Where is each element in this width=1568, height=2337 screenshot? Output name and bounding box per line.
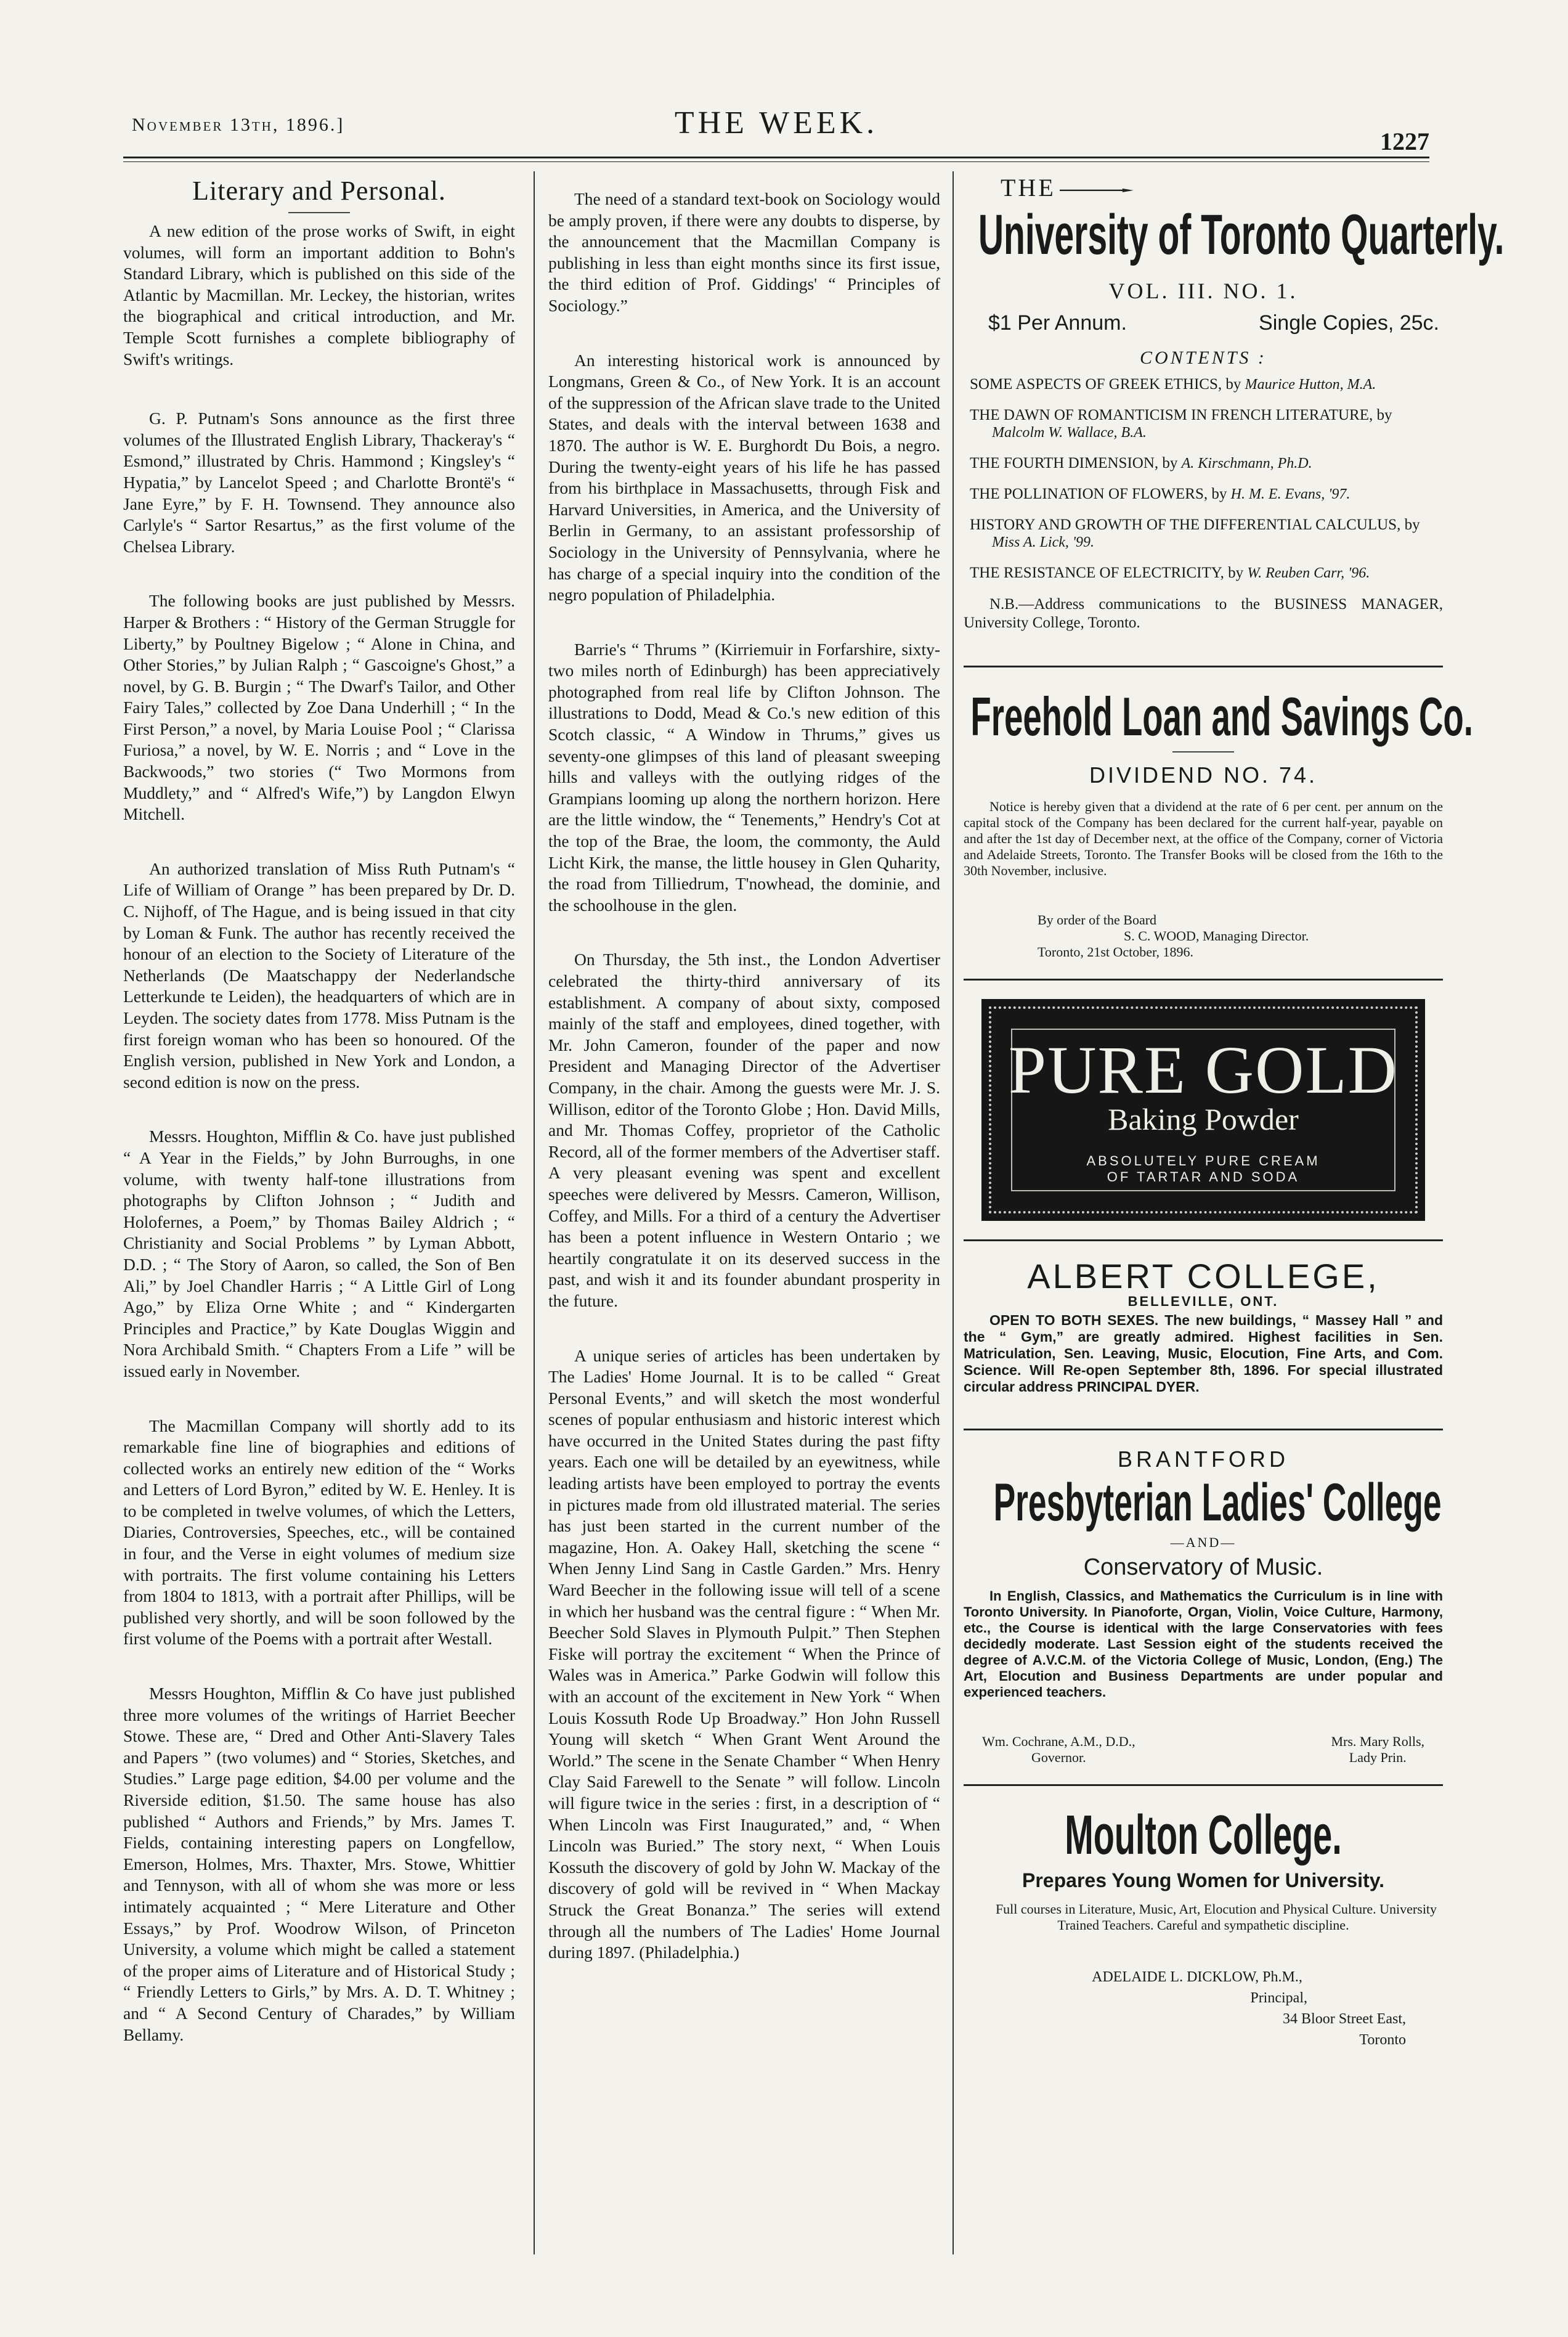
price-line bbox=[964, 312, 1443, 334]
masthead-rule-thin bbox=[123, 161, 1429, 162]
arrow-icon bbox=[1060, 189, 1134, 192]
signature-principal: Mrs. Mary Rolls, Lady Prin. bbox=[1331, 1733, 1424, 1765]
ad-the-label: THE bbox=[964, 177, 1443, 199]
ad-divider bbox=[964, 979, 1443, 981]
masthead bbox=[123, 86, 1429, 155]
contents-item: SOME ASPECTS OF GREEK ETHICS, by Maurice Hutton, M.A. bbox=[970, 376, 1376, 393]
ad-pure-gold bbox=[964, 999, 1443, 1221]
ad-title: ALBERT COLLEGE, bbox=[1027, 1256, 1379, 1295]
brand-tagline: ABSOLUTELY PURE CREAM OF TARTAR AND SODA bbox=[1086, 1152, 1320, 1185]
ad-body: In English, Classics, and Mathematics the Curriculum is in line with Toronto University. In Pianoforte, Organ, Violin, Voice Culture, Harmony, etc., the Course is identical with the large Conservatories with fees decidedly moderate. Last Session eight of the students received the degree of A.V.C.M. of the Victoria College of Music, London, (Eng.) The Art, Elocution and Business Departments are under popular and experienced teachers. bbox=[964, 1588, 1443, 1700]
ad-albert-college bbox=[964, 1256, 1443, 1395]
ad-body: OPEN TO BOTH SEXES. The new buildings, “ Massey Hall ” and the “ Gym,” are greatly admired. Highest facilities in Sen. Matriculation, Sen. Leaving, Music, Elocution, Fine Arts, and Com. Science. Will Re-open September 8th, 1896. For special illustrated circular address PRINCIPAL DYER. bbox=[964, 1312, 1443, 1395]
article-paragraph: The need of a standard text-book on Sociology would be amply proven, if there were any doubts to disperse, by the announcement that the Macmillan Company is publishing in less than eight months since its first issue, the third edition of Prof. Giddings' “ Principles of Sociology.” bbox=[548, 189, 940, 315]
article-paragraph: An interesting historical work is announced by Longmans, Green & Co., of New York. It is an account of the suppression of the African slave trade to the United States, and deals with the interval between 1638 and 1870. The author is W. E. Burghordt Du Bois, a negro. During the twenty-eight years of his life he has passed from his birthplace in Massachusetts, through Fisk and Harvard Universities, in America, and the University of Berlin in Germany, to an assistant professorship of Sociology in the University of Pennsylvania, where he has charge of a special inquiry into the condition of the negro population of Philadelphia. bbox=[548, 350, 940, 605]
column-advertisements bbox=[964, 171, 1505, 2267]
column-literary-personal bbox=[123, 171, 515, 2261]
ad-signature: ADELAIDE L. DICKLOW, Ph.M., Principal, 34 Bloor Street East, Toronto bbox=[1092, 1968, 1406, 2048]
dividend-notice: Notice is hereby given that a dividend at the rate of 6 per cent. per annum on the capital stock of the Company has been declared for the current half-year, payable on and after the 1st day of December next, at the office of the Company, corner of Victoria and Adelaide Streets, Toronto. The Transfer Books will be closed from the 16th to the 30th November, inclusive. bbox=[964, 798, 1443, 878]
dividend-label: DIVIDEND NO. 74. bbox=[1089, 762, 1318, 788]
ad-location: BELLEVILLE, ONT. bbox=[1127, 1293, 1279, 1309]
ad-divider bbox=[964, 666, 1443, 667]
ad-moulton-college bbox=[964, 1805, 1443, 2050]
signatures bbox=[982, 1734, 1424, 1766]
contents-list bbox=[964, 376, 1443, 582]
signer: S. C. WOOD, Managing Director. bbox=[1124, 928, 1309, 944]
single-price: Single Copies, 25c. bbox=[1259, 311, 1439, 335]
heading-rule bbox=[288, 212, 350, 213]
brand-title: PURE GOLD bbox=[1008, 1032, 1399, 1107]
ad-and: —AND— bbox=[1170, 1534, 1237, 1550]
ad-title: University of Toronto Quarterly. bbox=[978, 203, 1505, 266]
order-line: By order of the Board bbox=[1038, 912, 1157, 928]
volume-label: VOL. III. NO. 1. bbox=[1108, 278, 1298, 303]
section-heading: Literary and Personal. bbox=[192, 176, 446, 206]
article-paragraph: On Thursday, the 5th inst., the London Advertiser celebrated the thirty-third anniversary of its establishment. A company of about sixty, composed mainly of the staff and employees, dined together, with Mr. John Cameron, founder of the paper and now President and Managing Director of the Advertiser Company, in the chair. Among the guests were Mr. J. S. Willison, editor of the Toronto Globe ; Hon. David Mills, and Mr. Thomas Coffey, proprietor of the Catholic Record, all of the former members of the Advertiser staff. A very pleasant evening was spent and excellent speeches were delivered by Messrs. Cameron, Willison, Coffey, and Mills. For a third of a century the Advertiser has been a potent influence in Western Ontario ; we heartily congratulate it on its deserved success in the past, and wish it and its founder abundant prosperity in the future. bbox=[548, 950, 940, 1310]
signature-governor: Wm. Cochrane, A.M., D.D., Governor. bbox=[982, 1733, 1135, 1765]
article-paragraph: The Macmillan Company will shortly add to its remarkable fine line of biographies and editions of collected works an entirely new edition of the “ Works and Letters of Lord Byron,” edited by W. E. Henley. It is to be completed in twelve volumes, of which the Letters, Diaries, Controversies, Speeches, etc., will be contained in four, and the Verse in eight volumes of medium size with portraits. The first volume containing his Letters from 1804 to 1813, with a portrait after Phillips, will be published very shortly, and will be soon followed by the first volume of the Poems with a portrait after Westall. bbox=[123, 1416, 515, 1649]
brand-subtitle: Baking Powder bbox=[1108, 1101, 1299, 1136]
contents-item: HISTORY AND GROWTH OF THE DIFFERENTIAL CALCULUS, by Miss A. Lick, '99. bbox=[970, 516, 1420, 551]
article-paragraph: An authorized translation of Miss Ruth Putnam's “ Life of William of Orange ” has been prepared by Dr. D. C. Nijhoff, of The Hague, and is being issued in that city by Loman & Funk. The author has recently received the honour of an election to the Society of Literature of the Netherlands (De Maatschappy der Nederlandsche Letterkunde te Leiden), the headquarters of which are in Leyden. The society dates from 1778. Miss Putnam is the first foreign woman who has been so honoured. Of the English version, published in New York and London, a second edition is now on the press. bbox=[123, 859, 515, 1091]
notice-date: Toronto, 21st October, 1896. bbox=[1038, 944, 1193, 960]
ad-subtitle: Prepares Young Women for University. bbox=[1022, 1869, 1384, 1891]
contents-heading: CONTENTS : bbox=[1140, 347, 1267, 368]
masthead-rule bbox=[123, 157, 1429, 158]
ad-title: Freehold Loan and Savings Co. bbox=[970, 686, 1473, 748]
publication-title: THE WEEK. bbox=[674, 105, 879, 141]
ad-subtitle: Conservatory of Music. bbox=[1083, 1554, 1323, 1581]
issue-date: November 13th, 1896.] bbox=[132, 115, 345, 135]
column-rule bbox=[534, 171, 535, 2254]
address-note: N.B.—Address communications to the BUSINESS MANAGER, University College, Toronto. bbox=[964, 596, 1443, 632]
annual-price: $1 Per Annum. bbox=[988, 311, 1127, 335]
article-paragraph: The following books are just published by Messrs. Harper & Brothers : “ History of the German Struggle for Liberty,” by Poultney Bigelow ; “ Alone in China, and Other Stories,” by Julian Ralph ; “ Gascoigne's Ghost,” a novel, by G. B. Burgin ; “ The Dwarf's Tailor, and Other Fairy Tales,” collected by Zoe Dana Underhill ; “ In the First Person,” a novel, by Maria Louise Pool ; “ Clarissa Furiosa,” a novel, by W. E. Norris ; and “ Love in the Backwoods,” two stories (“ Two Mormons from Muddlety,” and “ Alfred's Wife,”) by Langdon Elwyn Mitchell. bbox=[123, 591, 515, 824]
column-rule bbox=[953, 171, 954, 2254]
pure-gold-panel bbox=[981, 999, 1425, 1221]
contents-item: THE POLLINATION OF FLOWERS, by H. M. E. Evans, '97. bbox=[970, 486, 1351, 503]
ad-university-quarterly bbox=[964, 174, 1505, 632]
ad-divider bbox=[964, 1239, 1443, 1241]
ad-brantford-college bbox=[964, 1446, 1443, 1766]
heading-rule bbox=[1172, 751, 1234, 752]
article-paragraph: Barrie's “ Thrums ” (Kirriemuir in Forfarshire, sixty-two miles north of Edinburgh) has been appreciatively photographed from real life by Clifton Johnson. The illustrations to Dodd, Mead & Co.'s new edition of this Scotch classic, “ A Window in Thrums,” gives us seventy-one glimpses of this land of pleasant sweeping hills and valleys with the outlying ridges of the Grampians looming up along the northern horizon. Here are the little window, the “ Tenements,” Hendry's Cot at the top of the Brae, the loom, the commonty, the Auld Licht Kirk, the manse, the little housey in Glen Quharity, the road from Tilliedrum, T'nowhead, the dominie, and the schoolhouse in the glen. bbox=[548, 639, 940, 915]
article-paragraph: Messrs Houghton, Mifflin & Co have just published three more volumes of the writings of Harriet Beecher Stowe. These are, “ Dred and Other Anti-Slavery Tales and Papers ” (two volumes) and “ Stories, Sketches, and Studies.” Large page edition, $4.00 per volume and the Riverside edition, $1.50. The same house has also published “ Authors and Friends,” by Mrs. James T. Fields, containing interesting papers on Longfellow, Emerson, Holmes, Mrs. Thaxter, Mrs. Stowe, Whittier and Tennyson, with all of whom she was more or less intimately acquainted ; “ Mere Literature and Other Essays,” by Prof. Woodrow Wilson, of Princeton University, a volume which might be called a statement of the proper aims of Literature and of Historical Study ; “ Friendly Letters to Girls,” by Mrs. A. D. T. Whitney ; and “ A Second Century of Charades,” by William Bellamy. bbox=[123, 1684, 515, 2044]
contents-item: THE FOURTH DIMENSION, by A. Kirschmann, Ph.D. bbox=[970, 455, 1312, 472]
ad-body: Full courses in Literature, Music, Art, Elocution and Physical Culture. University Trained Teachers. Careful and sympathetic discipline. bbox=[995, 1901, 1437, 1933]
article-paragraph: G. P. Putnam's Sons announce as the first three volumes of the Illustrated English Library, Thackeray's “ Esmond,” illustrated by Chris. Hammond ; Kingsley's “ Hypatia,” by Lancelot Speed ; and Charlotte Brontë's “ Jane Eyre,” by F. H. Townsend. They announce also Carlyle's “ Sartor Resartus,” as the first volume of the Chelsea Library. bbox=[123, 409, 515, 556]
ad-divider bbox=[964, 1429, 1443, 1430]
ad-title: Presbyterian Ladies' College bbox=[993, 1472, 1442, 1532]
ad-location: BRANTFORD bbox=[1118, 1446, 1289, 1472]
article-paragraph: A unique series of articles has been undertaken by The Ladies' Home Journal. It is to be called “ Great Personal Events,” and will sketch the most wonderful scenes of popular enthusiasm and historic interest which have occurred in the United States during the past fifty years. Each one will be detailed by an eyewitness, while leading artists have been employed to portray the events in pictures made from old illustrated material. The series has just been started in the current number of the magazine, Hon. A. Oakey Hall, sketching the scene “ When Jenny Lind Sang in Castle Garden.” Mrs. Henry Ward Beecher in the following issue will tell of a scene in which her husband was the central figure : “ When Mr. Beecher Sold Slaves in Plymouth Pulpit.” Then Stephen Fiske will portray the excitement “ When the Prince of Wales was in America.” Parke Godwin will follow this with an account of the excitement in New York “ When Louis Kossuth Rode Up Broadway.” Hon John Russell Young will sketch “ When Grant Went Around the World.” The scene in the Senate Chamber “ When Henry Clay Said Farewell to the Senate ” will follow. Lincoln will figure twice in the series : first, in a description of “ When Lincoln was First Inaugurated,” and, “ When Lincoln was Buried.” The story next, “ When Louis Kossuth the discovery of gold by John W. Mackay of the discovery of gold will be revived in “ When Mackay Struck the Great Bonanza.” The series will extend through all the numbers of The Ladies' Home Journal during 1897. (Philadelphia.) bbox=[548, 1345, 940, 1962]
column-news bbox=[548, 171, 940, 2261]
ad-title: Moulton College. bbox=[1065, 1804, 1342, 1866]
ad-divider bbox=[964, 1784, 1443, 1786]
ad-freehold-loan bbox=[964, 686, 1473, 960]
page-number: 1227 bbox=[1380, 128, 1429, 155]
article-paragraph: A new edition of the prose works of Swift, in eight volumes, will form an important addition to Bohn's Standard Library, which is published on this side of the Atlantic by Macmillan. Mr. Leckey, the historian, writes the biographical and critical introduction, and Mr. Temple Scott furnishes a complete bibliography of Swift's writings. bbox=[123, 221, 515, 369]
contents-item: THE RESISTANCE OF ELECTRICITY, by W. Reuben Carr, '96. bbox=[970, 565, 1370, 582]
contents-item: THE DAWN OF ROMANTICISM IN FRENCH LITERATURE, by Malcolm W. Wallace, B.A. bbox=[970, 407, 1392, 441]
article-paragraph: Messrs. Houghton, Mifflin & Co. have just published “ A Year in the Fields,” by John Burroughs, in one volume, with twenty half-tone illustrations from photographs by Clifton Johnson ; “ Judith and Holofernes, a Poem,” by Thomas Bailey Aldrich ; “ Christianity and Social Problems ” by Lyman Abbott, D.D. ; “ The Story of Aaron, so called, the Son of Ben Ali,” by Joel Chandler Harris ; “ A Little Girl of Long Ago,” by Eliza Orne White ; and “ Kindergarten Principles and Practice,” by Kate Douglas Wiggin and Nora Archibald Smith. “ Chapters From a Life ” will be issued early in November. bbox=[123, 1127, 515, 1381]
